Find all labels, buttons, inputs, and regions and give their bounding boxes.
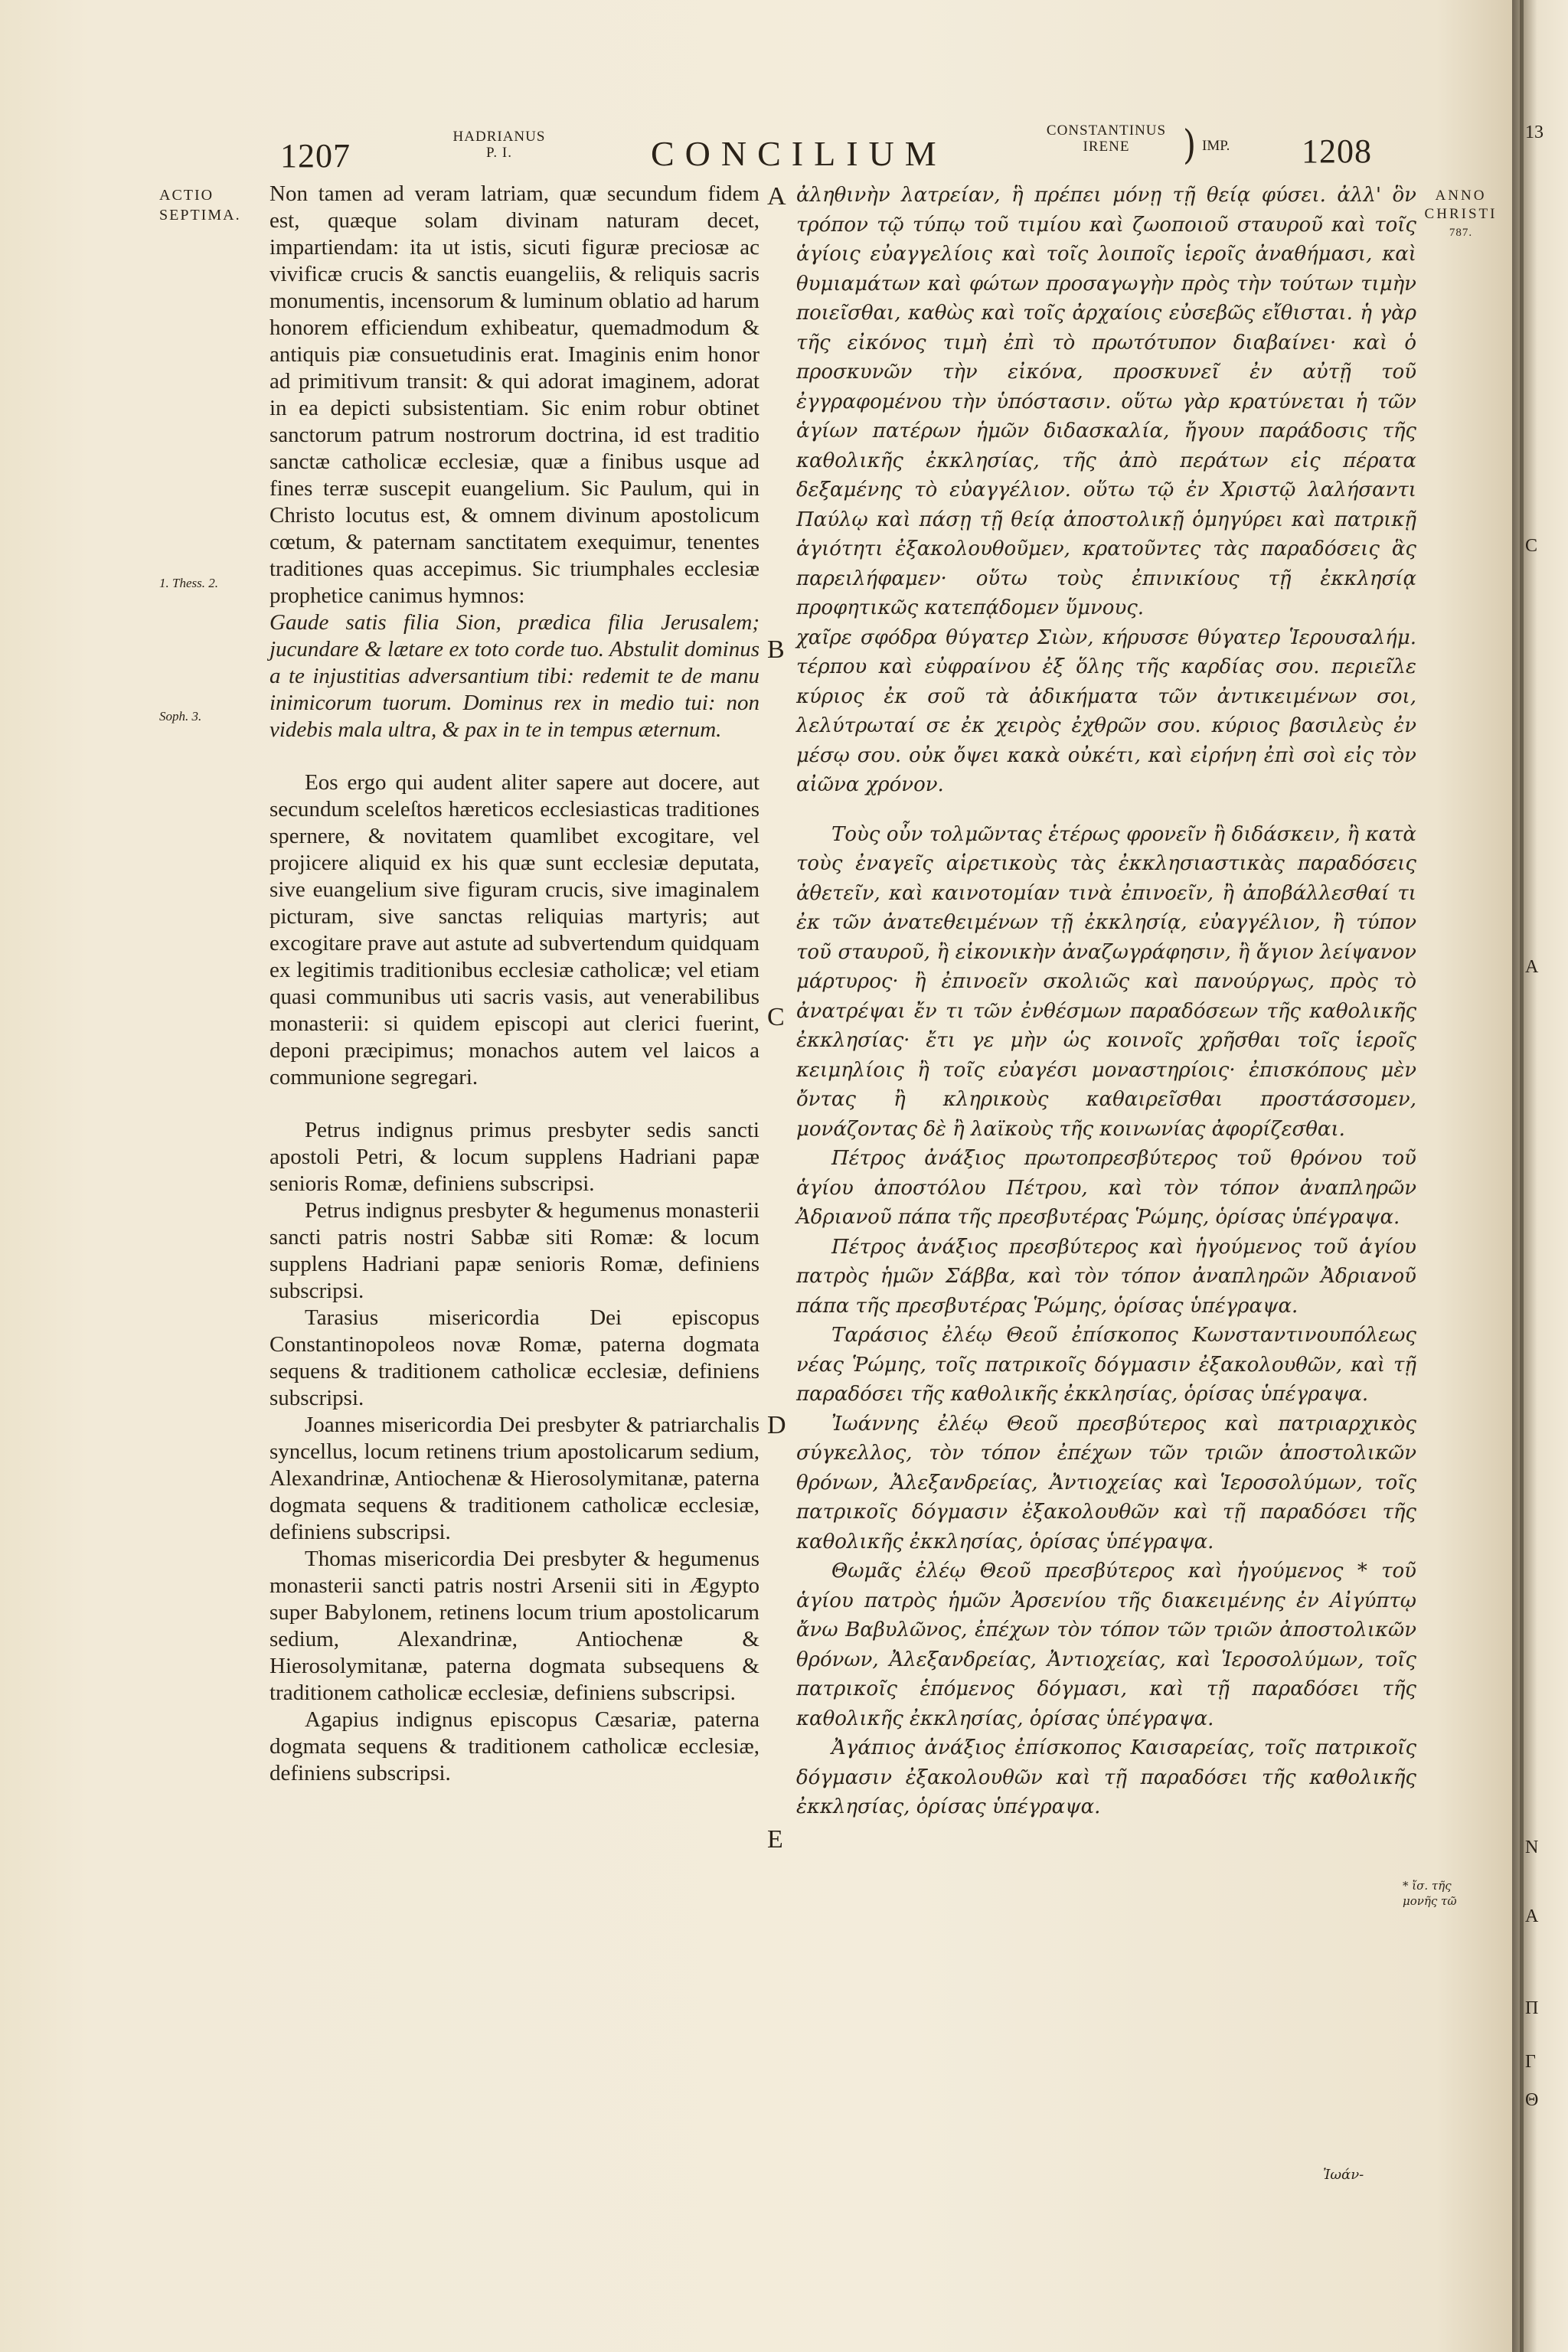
latin-subscription: Tarasius misericordia Dei episcopus Constantinopoleos novæ Romæ, paterna dogmata sequens & traditionem catholicæ ecclesiæ, definiens subscripsi.	[270, 1305, 760, 1410]
facing-page-fragment: Π	[1525, 1998, 1539, 2018]
facing-page-fragment: Γ	[1525, 2052, 1536, 2072]
running-head-left	[430, 129, 568, 161]
catchword: Ἰωάν-	[1323, 2167, 1364, 2183]
running-head-left-name: HADRIANUS	[452, 129, 546, 145]
latin-quotation: Gaude satis filia Sion, prædica filia Jerusalem; jucundare & lætare ex toto corde tuo. Abstulit dominus a te injustitias adversantium tibi: redemit te de manu inimicorum tuorum. Dominus rex in medio tui: non videbis mala ultra, & pax in te in tempus æternum.	[270, 610, 760, 742]
brace-icon: )	[1183, 121, 1197, 169]
facing-page-fragment: C	[1525, 536, 1538, 556]
anno-label: ANNO	[1435, 188, 1487, 204]
latin-subscription: Petrus indignus presbyter & hegumenus monasterii sancti patris nostri Sabbæ siti Romæ: & locum supplens Hadriani papæ senioris Romæ, definiens subscripsi.	[270, 1198, 760, 1303]
page-edge-shadow	[1520, 0, 1524, 2352]
greek-subscription: Θωμᾶς ἐλέῳ Θεοῦ πρεσβύτερος καὶ ἡγούμενος * τοῦ ἁγίου πατρὸς ἡμῶν Ἀρσενίου τῆς διακειμένης ἐν Αἰγύπτῳ ἄνω Βαβυλῶνος, ἐπέχων τὸν τόπον τῶν τριῶν ἀποστολικῶν θρόνων, Ἀλεξανδρείας, Ἀντιοχείας, καὶ Ἱεροσολύμων, τοῖς πατρικοῖς ἑπόμενος δόγμασι, καὶ τῇ παραδόσει τῆς καθολικῆς ἐκκλησίας, ὁρίσας ὑπέγραψα.	[796, 1560, 1416, 1730]
latin-subscription: Thomas misericordia Dei presbyter & hegumenus monasterii sancti patris nostri Arsenii siti in Ægypto super Babylonem, retinens locum trium apostolicarum sedium, Alexandrinæ, Antiochenæ & Hierosolymitanæ, paterna dogmata subsequens & traditionem catholicæ ecclesiæ, definiens subscripsi.	[270, 1547, 760, 1705]
running-title: CONCILIUM	[651, 134, 947, 173]
page-number-right: 1208	[1302, 132, 1372, 170]
greek-paragraph: ἀληθινὴν λατρείαν, ἣ πρέπει μόνῃ τῇ θείᾳ φύσει. ἀλλ' ὃν τρόπον τῷ τύπῳ τοῦ τιμίου καὶ ζωοποιοῦ σταυροῦ καὶ τοῖς ἁγίοις εὐαγγελίοις καὶ τοῖς λοιποῖς ἱεροῖς ἀναθήμασι, καὶ θυμιαμάτων καὶ φώτων προσαγωγὴν πρὸς τὴν τούτων τιμὴν ποιεῖσθαι, καθὼς καὶ τοῖς ἀρχαίοις εὐσεβῶς εἴθισται. ἡ γὰρ τῆς εἰκόνος τιμὴ ἐπὶ τὸ πρωτότυπον διαβαίνει· καὶ ὁ προσκυνῶν τὴν εἰκόνα, προσκυνεῖ ἐν αὐτῇ τοῦ ἐγγραφομένου τὴν ὑπόστασιν. οὕτω γὰρ κρατύνεται ἡ τῶν ἁγίων πατέρων ἡμῶν διδασκαλία, ἤγουν παράδοσις τῆς καθολικῆς ἐκκλησίας, τῆς ἀπὸ περάτων εἰς πέρατα δεξαμένης τὸ εὐαγγέλιον. οὕτω τῷ ἐν Χριστῷ λαλήσαντι Παύλῳ καὶ πάσῃ τῇ θείᾳ ἀποστολικῇ ὁμηγύρει καὶ πατρικῇ ἁγιότητι ἐξακολουθοῦμεν, κρατοῦντες τὰς παραδόσεις ἃς παρειλήφαμεν· οὕτω τοὺς ἐπινικίους τῇ ἐκκλησίᾳ προφητικῶς κατεπᾴδομεν ὕμνους.	[796, 184, 1416, 619]
section-letter: B	[767, 635, 785, 664]
running-head-left-sub: P. I.	[485, 145, 513, 161]
greek-subscription: Ταράσιος ἐλέῳ Θεοῦ ἐπίσκοπος Κωνσταντινουπόλεως νέας Ῥώμης, τοῖς πατρικοῖς δόγμασιν ἐξακολουθῶν, καὶ τῇ παραδόσει τῆς καθολικῆς ἐκκλησίας, ὁρίσας ὑπέγραψα.	[796, 1324, 1416, 1406]
facing-page-fragment: A	[1525, 957, 1539, 977]
note-line: μονῆς τῶ	[1403, 1894, 1457, 1908]
section-letter: A	[767, 182, 786, 211]
latin-paragraph: Non tamen ad veram latriam, quæ secundum fidem est, quæque solam divinam naturam decet, impartiendam: ita ut istis, sicuti figuræ preciosæ ac vivificæ crucis & sanctis euangeliis, & reliquis sacris monumentis, incensorum & luminum oblatio ad harum honorem efficiendum exhibeatur, quemadmodum & antiquis piæ consuetudinis erat. Imaginis enim honor ad primitivum transit: & qui adorat imaginem, adorat in ea depicti subsistentiam. Sic enim robur obtinet sanctorum patrum nostrorum doctrina, id est traditio sanctæ catholicæ ecclesiæ, quæ a finibus usque ad fines terræ suscepit euangelium. Sic Paulum, qui in Christo locutus est, & omnem divinum apostolicum cœtum, & paternam sanctitatem exequimur, tenentes traditiones quas accepimus. Sic triumphales ecclesiæ prophetice canimus hymnos:	[270, 181, 760, 608]
latin-subscription: Petrus indignus primus presbyter sedis sancti apostoli Petri, & locum supplens Hadriani papæ senioris Romæ, definiens subscripsi.	[270, 1118, 760, 1196]
running-head-right-name: CONSTANTINUS	[1046, 122, 1167, 139]
section-letter: C	[767, 1003, 785, 1031]
scripture-reference: Soph. 3.	[159, 709, 202, 724]
greek-quotation: χαῖρε σφόδρα θύγατερ Σιὼν, κήρυσσε θύγατερ Ἱερουσαλήμ. τέρπου καὶ εὐφραίνου ἐξ ὅλης τῆς καρδίας σου. περιεῖλε κύριος ἐκ σοῦ τὰ ἀδικήματα τῶν ἀντικειμένων σοι, λελύτρωταί σε ἐκ χειρὸς ἐχθρῶν σου. κύριος βασιλεὺς ἐν μέσῳ σου. οὐκ ὄψει κακὰ οὐκέτι, καὶ εἰρήνη ἐπὶ σοὶ εἰς τὸν αἰῶνα χρόνον.	[796, 626, 1416, 796]
greek-subscription: Πέτρος ἀνάξιος πρωτοπρεσβύτερος τοῦ θρόνου τοῦ ἁγίου ἀποστόλου Πέτρου, καὶ τὸν τόπον ἀναπληρῶν Ἀδριανοῦ πάπα τῆς πρεσβυτέρας Ῥώμης, ὁρίσας ὑπέγραψα.	[796, 1147, 1416, 1229]
facing-page-fragment: Α	[1525, 1906, 1539, 1926]
greek-column	[796, 181, 1416, 1822]
actio-label: ACTIO	[159, 187, 214, 204]
scripture-reference: 1. Thess. 2.	[159, 576, 218, 590]
page-number-left: 1207	[280, 137, 351, 175]
facing-page-fragment: Ν	[1525, 1838, 1539, 1857]
facing-page-fragment: 13	[1525, 122, 1544, 142]
anno-year: 787.	[1449, 227, 1473, 239]
latin-column	[270, 181, 760, 1787]
anno-christi-marginal	[1415, 187, 1507, 242]
latin-paragraph: Eos ergo qui audent aliter sapere aut docere, aut secundum sceleſtos hæreticos ecclesiasticas traditiones spernere, & novitatem quamlibet excogitare, vel projicere aliquid ex his quæ sunt ecclesiæ deputata, sive euangelium sive figuram crucis, sive imaginalem picturam, sive sanctas reliquias martyris; aut excogitare prave aut astute ad subvertendum quidquam ex legitimis traditionibus ecclesiæ catholicæ; vel etiam quasi communibus uti sacris vasis, aut venerabilibus monasterii: si quidem episcopi aut clerici fuerint, deponi præcipimus; monachos autem vel laicos a communione segregari.	[270, 770, 760, 1089]
note-line: * ἴσ. τῆς	[1403, 1879, 1452, 1893]
greek-subscription: Ἰωάννης ἐλέῳ Θεοῦ πρεσβύτερος καὶ πατριαρχικὸς σύγκελλος, τὸν τόπον ἐπέχων τῶν τριῶν ἀποστολικῶν θρόνων, Ἀλεξανδρείας, Ἀντιοχείας καὶ Ἱεροσολύμων, τοῖς πατρικοῖς δόγμασιν ἐξακολουθῶν καὶ τῇ παραδόσει τῆς καθολικῆς ἐκκλησίας, ὁρίσας ὑπέγραψα.	[796, 1412, 1416, 1553]
facing-page-fragment: Θ	[1525, 2090, 1539, 2110]
actio-marginal	[159, 185, 266, 225]
greek-subscription: Πέτρος ἀνάξιος πρεσβύτερος καὶ ἡγούμενος τοῦ ἁγίου πατρὸς ἡμῶν Σάββα, καὶ τὸν τόπον ἀναπληρῶν Ἀδριανοῦ πάπα τῆς πρεσβυτέρας Ῥώμης, ὁρίσας ὑπέγραψα.	[796, 1235, 1416, 1318]
greek-paragraph: Τοὺς οὖν τολμῶντας ἑτέρως φρονεῖν ἢ διδάσκειν, ἢ κατὰ τοὺς ἐναγεῖς αἱρετικοὺς τὰς ἐκκλησιαστικὰς παραδόσεις ἀθετεῖν, καὶ καινοτομίαν τινὰ ἐπινοεῖν, ἢ ἀποβάλλεσθαί τι ἐκ τῶν ἀνατεθειμένων τῇ ἐκκλησίᾳ, εὐαγγέλιον, ἢ τύπον τοῦ σταυροῦ, ἢ εἰκονικὴν ἀναζωγράφησιν, ἢ ἅγιον λείψανον μάρτυρος· ἢ ἐπινοεῖν σκολιῶς καὶ πανούργως, πρὸς τὸ ἀνατρέψαι ἔν τι τῶν ἐνθέσμων παραδόσεων τῆς καθολικῆς ἐκκλησίας· ἔτι γε μὴν ὡς κοινοῖς χρῆσθαι τοῖς ἱεροῖς κειμηλίοις ἢ τοῖς εὐαγέσι μοναστηρίοις· ἐπισκόπους μὲν ὄντας ἢ κληρικοὺς καθαιρεῖσθαι προστάσσομεν, μονάζοντας δὲ ἢ λαϊκοὺς τῆς κοινωνίας ἀφορίζεσθαι.	[796, 822, 1416, 1141]
running-head-imp: IMP.	[1202, 138, 1230, 154]
latin-subscription: Joannes misericordia Dei presbyter & patriarchalis syncellus, locum retinens trium apostolicarum sedium, Alexandrinæ, Antiochenæ & Hierosolymitanæ, paterna dogmata sequens & traditionem catholicæ ecclesiæ, definiens subscripsi.	[270, 1413, 760, 1544]
running-head-right	[1014, 122, 1198, 155]
running-head-right-sub: IRENE	[1083, 139, 1130, 155]
latin-subscription: Agapius indignus episcopus Cæsariæ, paterna dogmata sequens & traditionem catholicæ ecclesiæ, definiens subscripsi.	[270, 1707, 760, 1785]
greek-subscription: Ἀγάπιος ἀνάξιος ἐπίσκοπος Καισαρείας, τοῖς πατρικοῖς δόγμασιν ἐξακολουθῶν καὶ τῇ παραδόσει τῆς καθολικῆς ἐκκλησίας, ὁρίσας ὑπέγραψα.	[796, 1736, 1416, 1818]
actio-number: SEPTIMA.	[159, 207, 241, 224]
christi-label: CHRISTI	[1424, 206, 1498, 222]
marginal-variant-note	[1403, 1878, 1510, 1909]
section-letter: D	[767, 1411, 786, 1439]
section-letter: E	[767, 1825, 783, 1854]
